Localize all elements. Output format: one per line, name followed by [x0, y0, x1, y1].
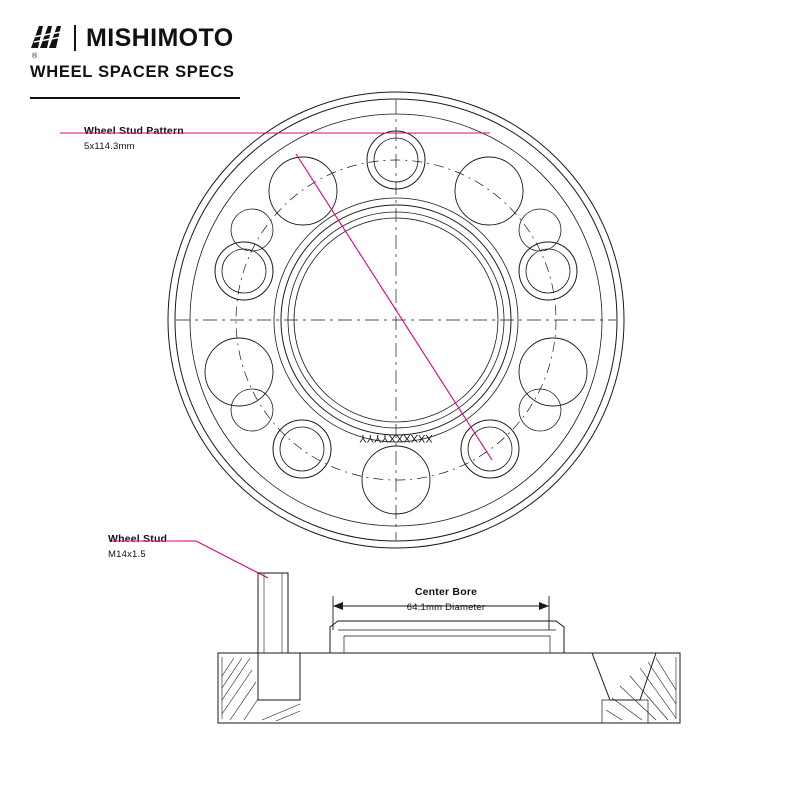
hub-boss-profile — [330, 621, 564, 653]
center-lines — [176, 100, 616, 540]
page-title: WHEEL SPACER SPECS — [30, 63, 235, 81]
wheel-stud-profile — [258, 573, 288, 653]
engraved-part-number: XXXXXXYYYY — [359, 432, 433, 444]
registered-trademark-mark: ® — [32, 53, 38, 60]
section-hatch-right — [606, 658, 676, 720]
callout-value: 64.1mm Diameter — [406, 602, 486, 613]
callout-title: Center Bore — [414, 586, 478, 598]
front-view — [168, 92, 624, 548]
small-hole — [231, 209, 273, 251]
section-hatch-left-lower — [262, 704, 300, 721]
section-view — [218, 573, 680, 723]
center-bore-dimension — [333, 596, 549, 630]
callout-title: Wheel Stud Pattern — [84, 125, 184, 137]
callout-title: Wheel Stud — [108, 533, 168, 545]
stud-bore-section — [258, 653, 300, 700]
small-hole — [519, 209, 561, 251]
small-hole — [519, 389, 561, 431]
wheel-stud-leader-line — [112, 541, 268, 578]
spacer-body-section — [218, 653, 680, 723]
small-hole — [231, 389, 273, 431]
callout-value: M14x1.5 — [108, 549, 146, 560]
stud-hole — [461, 420, 519, 478]
brand-name: MISHIMOTO — [86, 23, 234, 52]
relief-hole — [269, 157, 337, 225]
relief-hole — [205, 338, 273, 406]
relief-hole — [455, 157, 523, 225]
stud-hole — [273, 420, 331, 478]
section-hatch-left — [222, 658, 258, 720]
callout-value: 5x114.3mm — [84, 141, 135, 152]
relief-hole — [519, 338, 587, 406]
